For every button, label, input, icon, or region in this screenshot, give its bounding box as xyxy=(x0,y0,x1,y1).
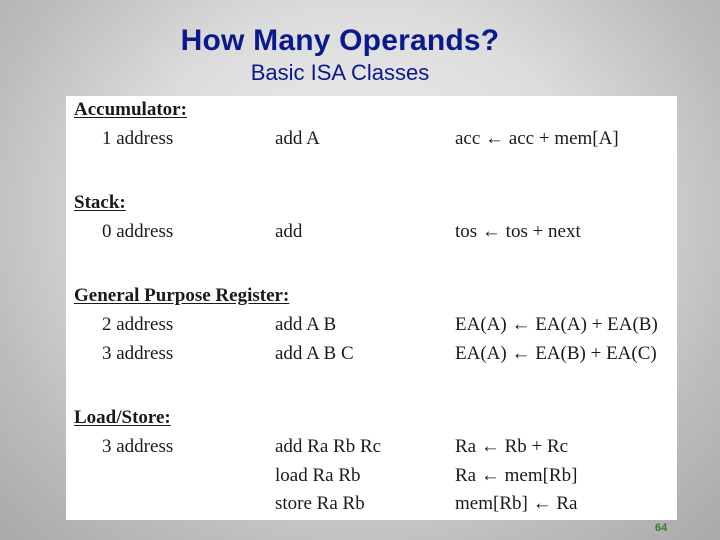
instruction: add A xyxy=(275,128,320,149)
table-row xyxy=(66,343,677,369)
instruction: store Ra Rb xyxy=(275,493,365,514)
effect: Ra ← mem[Rb] xyxy=(455,465,578,486)
instruction: add xyxy=(275,221,303,242)
effect: EA(A) ← EA(B) + EA(C) xyxy=(455,343,657,364)
effect: mem[Rb] ← Ra xyxy=(455,493,578,514)
table-row xyxy=(66,493,677,519)
effect: EA(A) ← EA(A) + EA(B) xyxy=(455,314,658,335)
slide-title: How Many Operands? xyxy=(180,24,500,57)
table-row xyxy=(66,314,677,340)
table-row xyxy=(66,436,677,462)
effect: Ra ← Rb + Rc xyxy=(455,436,569,457)
isa-classes-panel xyxy=(66,96,677,520)
table-row xyxy=(66,221,677,247)
instruction: add A B C xyxy=(275,343,354,364)
address-count: 0 address xyxy=(102,221,174,242)
table-row xyxy=(66,128,677,154)
instruction: add Ra Rb Rc xyxy=(275,436,382,457)
address-count: 1 address xyxy=(102,128,174,149)
effect: acc ← acc + mem[A] xyxy=(455,128,619,149)
section-title-stack: Stack: xyxy=(74,192,126,213)
section-title-accumulator: Accumulator: xyxy=(74,99,187,120)
instruction: add A B xyxy=(275,314,337,335)
table-row xyxy=(66,465,677,491)
section-title-general-purpose-register: General Purpose Register: xyxy=(74,285,290,306)
address-count: 3 address xyxy=(102,343,174,364)
slide-subtitle: Basic ISA Classes xyxy=(250,60,430,85)
address-count: 2 address xyxy=(102,314,174,335)
instruction: load Ra Rb xyxy=(275,465,361,486)
effect: tos ← tos + next xyxy=(455,221,581,242)
page-number: 64 xyxy=(655,522,668,534)
address-count: 3 address xyxy=(102,436,174,457)
section-title-load-store: Load/Store: xyxy=(74,407,171,428)
